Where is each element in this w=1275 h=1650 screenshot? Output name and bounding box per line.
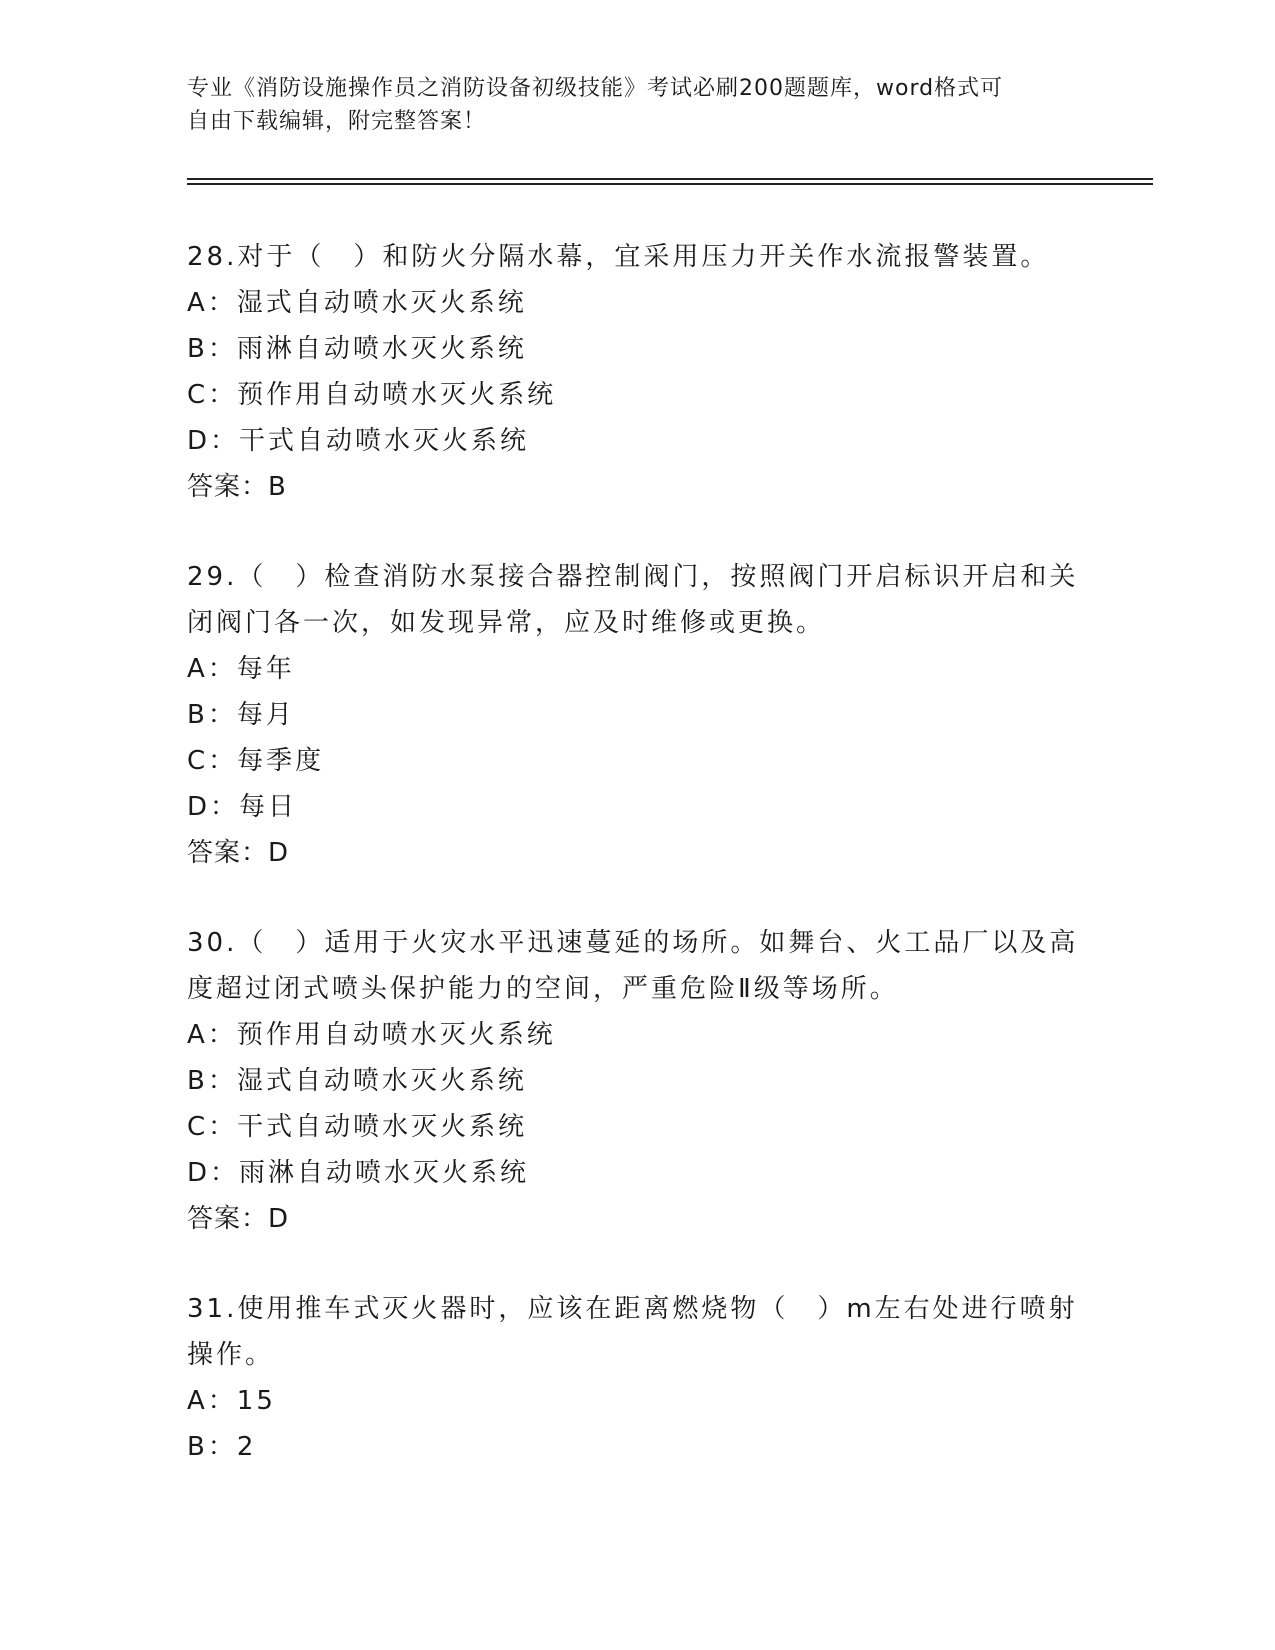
answer-line: 答案：D	[187, 838, 290, 868]
question-stem-continued: 度超过闭式喷头保护能力的空间，严重危险Ⅱ级等场所。	[187, 974, 899, 1004]
question-29	[187, 554, 1087, 876]
option-d: D：每日	[187, 792, 298, 822]
question-28	[187, 234, 1087, 510]
question-30	[187, 920, 1087, 1242]
document-header	[187, 72, 1087, 138]
option-b: B：每月	[187, 700, 295, 730]
question-stem: 30.（ ）适用于火灾水平迅速蔓延的场所。如舞台、火工品厂以及高	[187, 928, 1079, 958]
option-b: B：雨淋自动喷水灭火系统	[187, 334, 527, 364]
question-31	[187, 1286, 1087, 1470]
option-c: C：干式自动喷水灭火系统	[187, 1112, 528, 1142]
option-a: A：预作用自动喷水灭火系统	[187, 1020, 556, 1050]
header-rule-bottom	[187, 183, 1153, 185]
question-stem: 28.对于（ ）和防火分隔水幕，宜采用压力开关作水流报警装置。	[187, 242, 1050, 272]
option-c: C：预作用自动喷水灭火系统	[187, 380, 557, 410]
question-list	[187, 234, 1087, 1514]
answer-line: 答案：B	[187, 472, 287, 502]
option-b: B：2	[187, 1432, 257, 1462]
option-a: A：15	[187, 1386, 276, 1416]
header-line-2: 自由下载编辑，附完整答案！	[187, 109, 487, 134]
answer-line: 答案：D	[187, 1204, 290, 1234]
header-rule-top	[187, 178, 1153, 180]
question-stem: 31.使用推车式灭火器时，应该在距离燃烧物（ ）m左右处进行喷射	[187, 1294, 1078, 1324]
question-stem-continued: 闭阀门各一次，如发现异常，应及时维修或更换。	[187, 608, 826, 638]
option-c: C：每季度	[187, 746, 325, 776]
option-d: D：雨淋自动喷水灭火系统	[187, 1158, 530, 1188]
option-a: A：湿式自动喷水灭火系统	[187, 288, 527, 318]
question-stem: 29.（ ）检查消防水泵接合器控制阀门，按照阀门开启标识开启和关	[187, 562, 1079, 592]
question-stem-continued: 操作。	[187, 1340, 275, 1370]
option-d: D：干式自动喷水灭火系统	[187, 426, 530, 456]
option-b: B：湿式自动喷水灭火系统	[187, 1066, 527, 1096]
option-a: A：每年	[187, 654, 295, 684]
header-line-1: 专业《消防设施操作员之消防设备初级技能》考试必刷200题题库，word格式可	[187, 76, 1004, 101]
